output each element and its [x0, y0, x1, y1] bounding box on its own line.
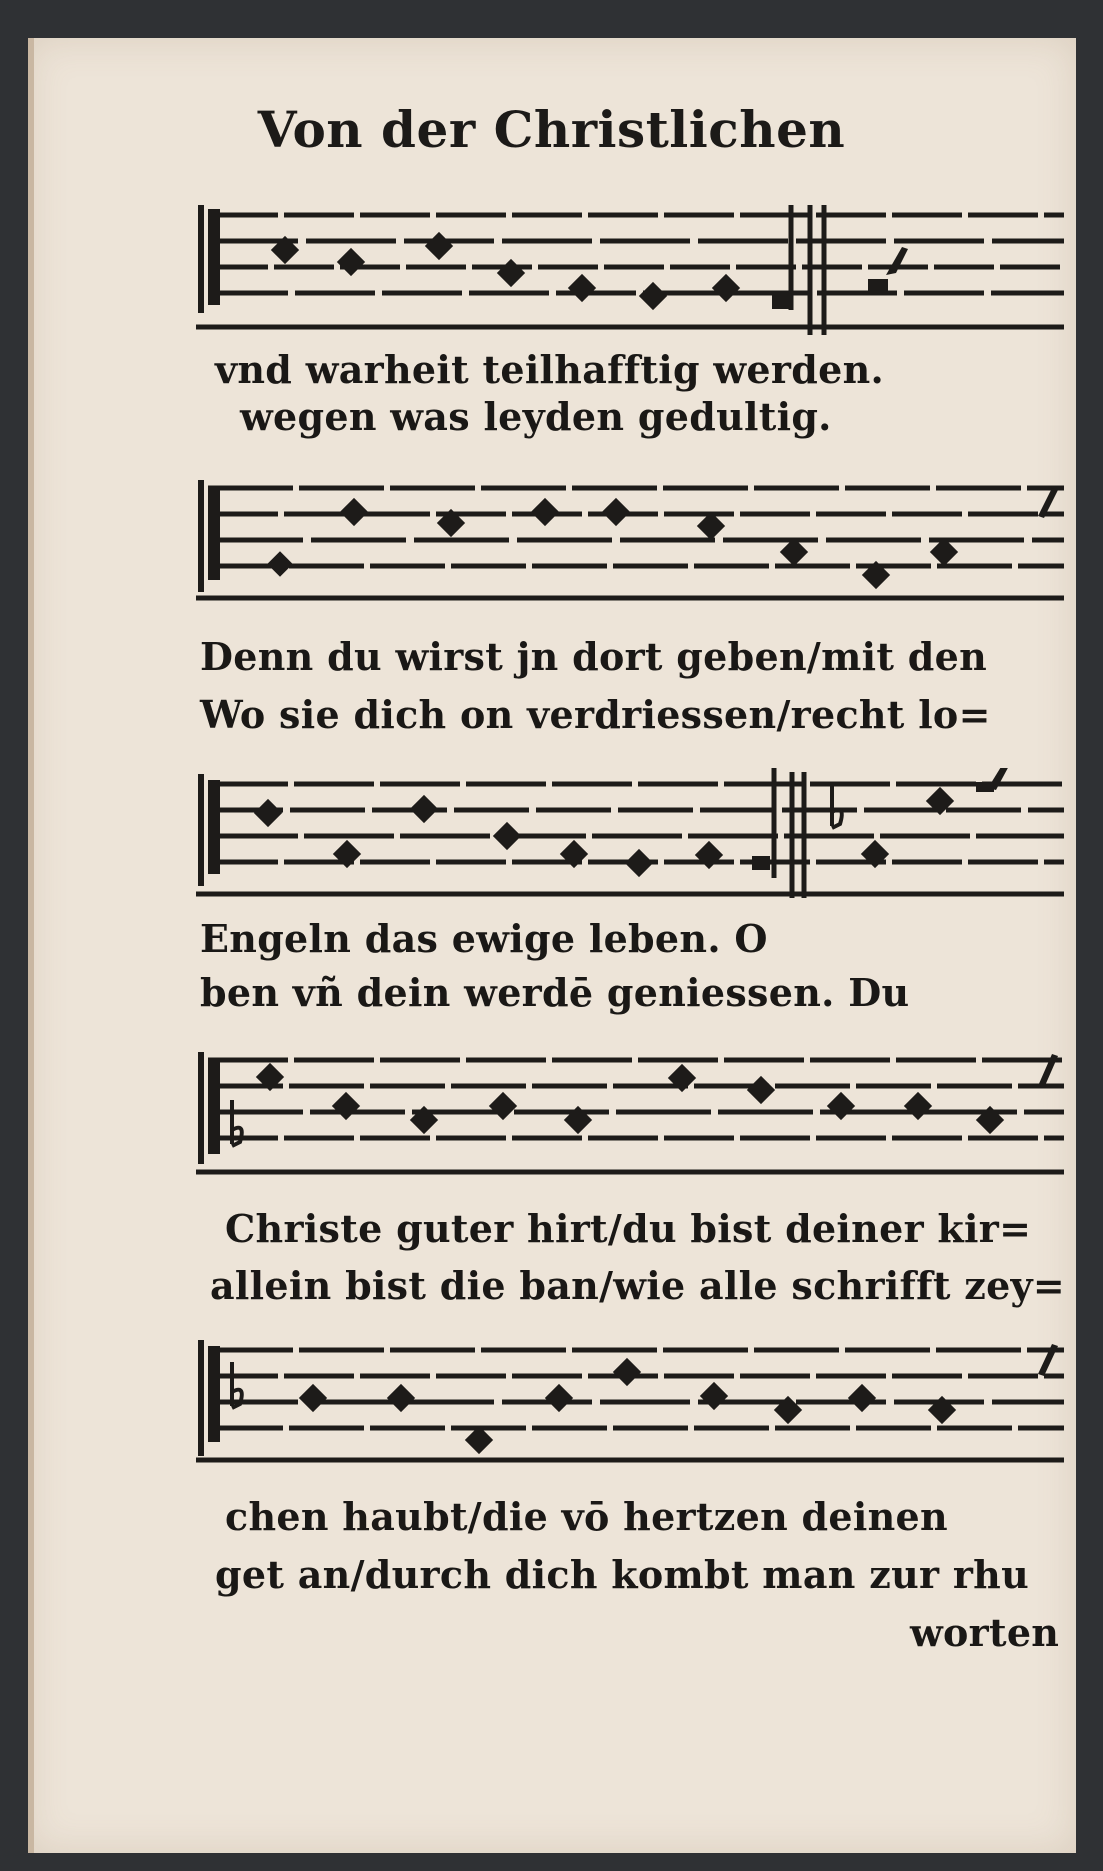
note-icon — [271, 232, 790, 310]
note-icon — [256, 1063, 1004, 1134]
c-clef-icon — [198, 480, 220, 592]
verse-5-line-1: chen haubt/die vō hertzen deinen — [225, 1494, 948, 1539]
music-staff-4 — [196, 1048, 1066, 1178]
page-header: Von der Christlichen — [257, 100, 846, 159]
verse-3-line-1: Engeln das ewige leben. O — [200, 916, 768, 961]
music-staff-5 — [196, 1340, 1066, 1470]
verse-1-line-1: vnd warheit teilhafftig werden. — [215, 347, 885, 392]
custos-icon — [976, 768, 1010, 792]
music-staff-3 — [196, 768, 1066, 898]
verse-2-line-1: Denn du wirst jn dort geben/mit den — [200, 634, 988, 679]
flat-icon — [832, 782, 842, 828]
verse-1-line-2: wegen was leyden gedultig. — [240, 394, 832, 439]
c-clef-icon — [198, 774, 220, 886]
verse-4-line-2: allein bist die ban/wie alle schrifft zey= — [210, 1263, 1066, 1308]
bar-line-icon — [791, 205, 824, 335]
music-staff-2 — [196, 480, 1066, 610]
c-clef-icon — [198, 205, 220, 313]
bar-line-icon — [774, 768, 804, 898]
verse-4-line-1: Christe guter hirt/du bist deiner kir= — [225, 1206, 1032, 1251]
c-clef-icon — [198, 1052, 220, 1164]
verse-5-line-2: get an/durch dich kombt man zur rhu — [215, 1552, 1030, 1597]
note-icon — [861, 787, 954, 868]
verse-5-catchword: worten — [910, 1610, 1060, 1655]
page-edge — [28, 38, 34, 1853]
note-icon — [299, 1358, 956, 1454]
music-staff-1 — [196, 205, 1066, 335]
verse-3-line-2: ben vñ dein werdē geniessen. Du — [200, 970, 910, 1015]
c-clef-icon — [198, 1340, 220, 1456]
verse-2-line-2: Wo sie dich on verdriessen/recht lo= — [200, 692, 991, 737]
